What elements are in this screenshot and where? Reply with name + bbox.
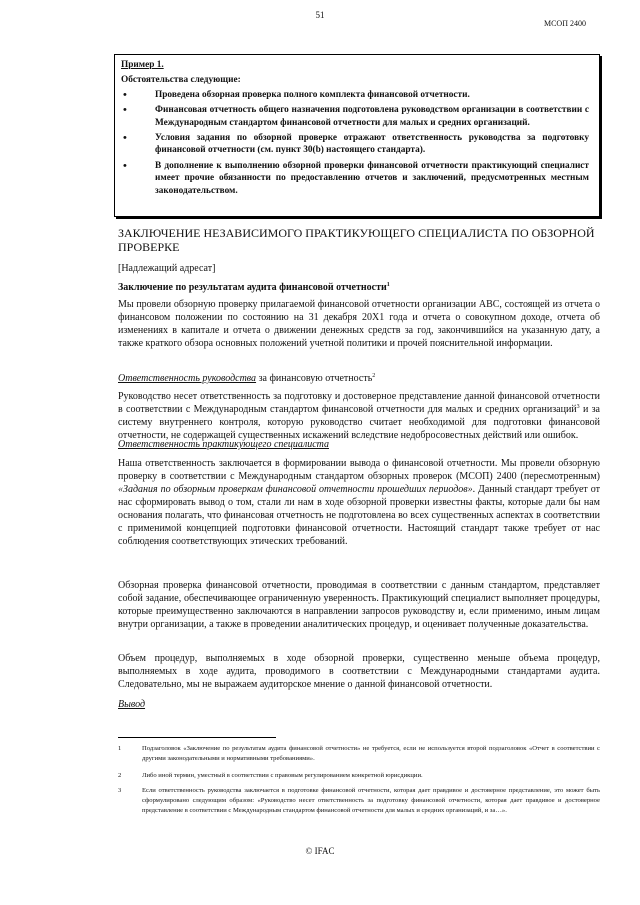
paragraph-practitioner-responsibility: Наша ответственность заключается в формировании вывода о финансовой отчетности. Мы провели обзорную проверку в соответствии с Международным стандартом обзорных проверок (МСОП) 2400 (пересмотренным) «Задания по обзорным проверкам финансовой отчетности прошедших периодов». Данный стандарт требует от нас сформировать вывод о том, стали ли нам в ходе обзорной проверки известны факты, которые дали бы нам основания полагать, что финансовая отчетность не подготовлена во всех существенных аспектах в соответствии с применимой концепцией подготовки финансовой отчетности. Настоящий стандарт также требует от нас соблюдения соответствующих этических требований. <box>118 458 600 547</box>
paragraph-limited-assurance: Обзорная проверка финансовой отчетности, проводимая в соответствии с данным стандартом, представляет собой задание, обеспечивающее ограниченную уверенность. Практикующий специалист выполняет процедуры, которые преимущественно заключаются в направлении запросов руководству и, если применимо, иным лицам внутри организации, а также в проведении аналитических процедур, и оценивает полученные доказательства. <box>118 580 600 630</box>
example-title: Пример 1. <box>121 60 164 70</box>
example-box <box>114 54 600 217</box>
paragraph-intro: Мы провели обзорную проверку прилагаемой финансовой отчетности организации ABC, состоящей из отчета о финансовом положении по состоянию на 31 декабря 20X1 года и отчета о совокупном доходе, отчета об изменениях в капитале и отчета о движении денежных средств за год, закончившийся на указанную дату, а также краткого обзора основных положений учетной политики и прочей пояснительной информации. <box>118 299 600 349</box>
footnote: 3 Если ответственность руководства заключается в подготовке финансовой отчетности, которая дает правдивое и достоверное представление, это может быть сформулировано следующим образом: «Руководство несет ответственность за подготовку финансовой отчетности, которая дает правдивое и достоверное представление в соответствии с Международным стандартом финансовой отчетности для малых и средних организаций, и за…». <box>118 787 600 814</box>
example-bullet-list <box>121 89 589 197</box>
report-subheading: Заключение по результатам аудита финансовой отчетности$^1$ <box>118 282 390 293</box>
copyright-footer: © IFAC <box>305 846 335 856</box>
footnote-ref: 3 <box>576 404 580 410</box>
management-responsibility-heading: Ответственность руководства за финансовую отчетность$^2$ <box>118 373 376 384</box>
practitioner-responsibility-heading: Ответственность практикующего специалиста <box>118 439 329 450</box>
bullet-icon: • <box>123 132 127 145</box>
list-item: • Финансовая отчетность общего назначения подготовлена руководством организации в соответствии с Международным стандартом финансовой отчетности для малых и средних организаций. <box>123 104 589 128</box>
page-number: 51 <box>315 10 325 20</box>
paragraph-scope: Объем процедур, выполняемых в ходе обзорной проверки, существенно меньше объема процедур, выполняемых в ходе аудита, проводимого в соответствии с Международными стандартами аудита. Следовательно, мы не выражаем аудиторское мнение о данной финансовой отчетности. <box>118 653 600 690</box>
example-circumstances: Обстоятельства следующие: <box>121 75 241 86</box>
bullet-icon: • <box>123 88 127 101</box>
list-item: • Условия задания по обзорной проверке отражают ответственность руководства за подготовку финансовой отчетности (см. пункт 30(b) настоящего стандарта). <box>123 132 589 156</box>
footnote-ref: 2 <box>372 373 376 379</box>
bullet-icon: • <box>123 159 127 172</box>
paragraph-management-responsibility: Руководство несет ответственность за подготовку и достоверное представление данной финансовой отчетности в соответствии с Международным стандартом финансовой отчетности для малых и средних организаций$^3$ и за систему внутреннего контроля, которую руководство считает необходимой для подготовки финансовой отчетности, не содержащей существенных искажений вследствие недобросовестных действий или ошибок. <box>118 391 600 441</box>
list-item: • Проведена обзорная проверка полного комплекта финансовой отчетности. <box>123 88 470 101</box>
footnote-divider <box>118 737 276 738</box>
standard-code: МСОП 2400 <box>543 19 586 28</box>
footnote: 2 Либо иной термин, уместный в соответствии с правовым регулированием конкретной юрисдикции. <box>118 772 423 779</box>
list-item: • В дополнение к выполнению обзорной проверки финансовой отчетности практикующий специалист имеет прочие обязанности по предоставлению отчетов и заключений, предусмотренных местным законодательством. <box>123 159 589 196</box>
bullet-icon: • <box>123 104 127 117</box>
report-heading: ЗАКЛЮЧЕНИЕ НЕЗАВИСИМОГО ПРАКТИКУЮЩЕГО СПЕЦИАЛИСТА ПО ОБЗОРНОЙ ПРОВЕРКЕ <box>118 226 595 254</box>
footnote: 1 Подзаголовок «Заключение по результатам аудита финансовой отчетности» не требуется, если не используется второй подзаголовок «Отчет в соответствии с другими законодательными и нормативными требованиями». <box>118 745 600 762</box>
footnote-ref: 1 <box>386 282 390 288</box>
conclusion-heading: Вывод <box>118 699 146 710</box>
addressee: [Надлежащий адресат] <box>118 263 216 274</box>
